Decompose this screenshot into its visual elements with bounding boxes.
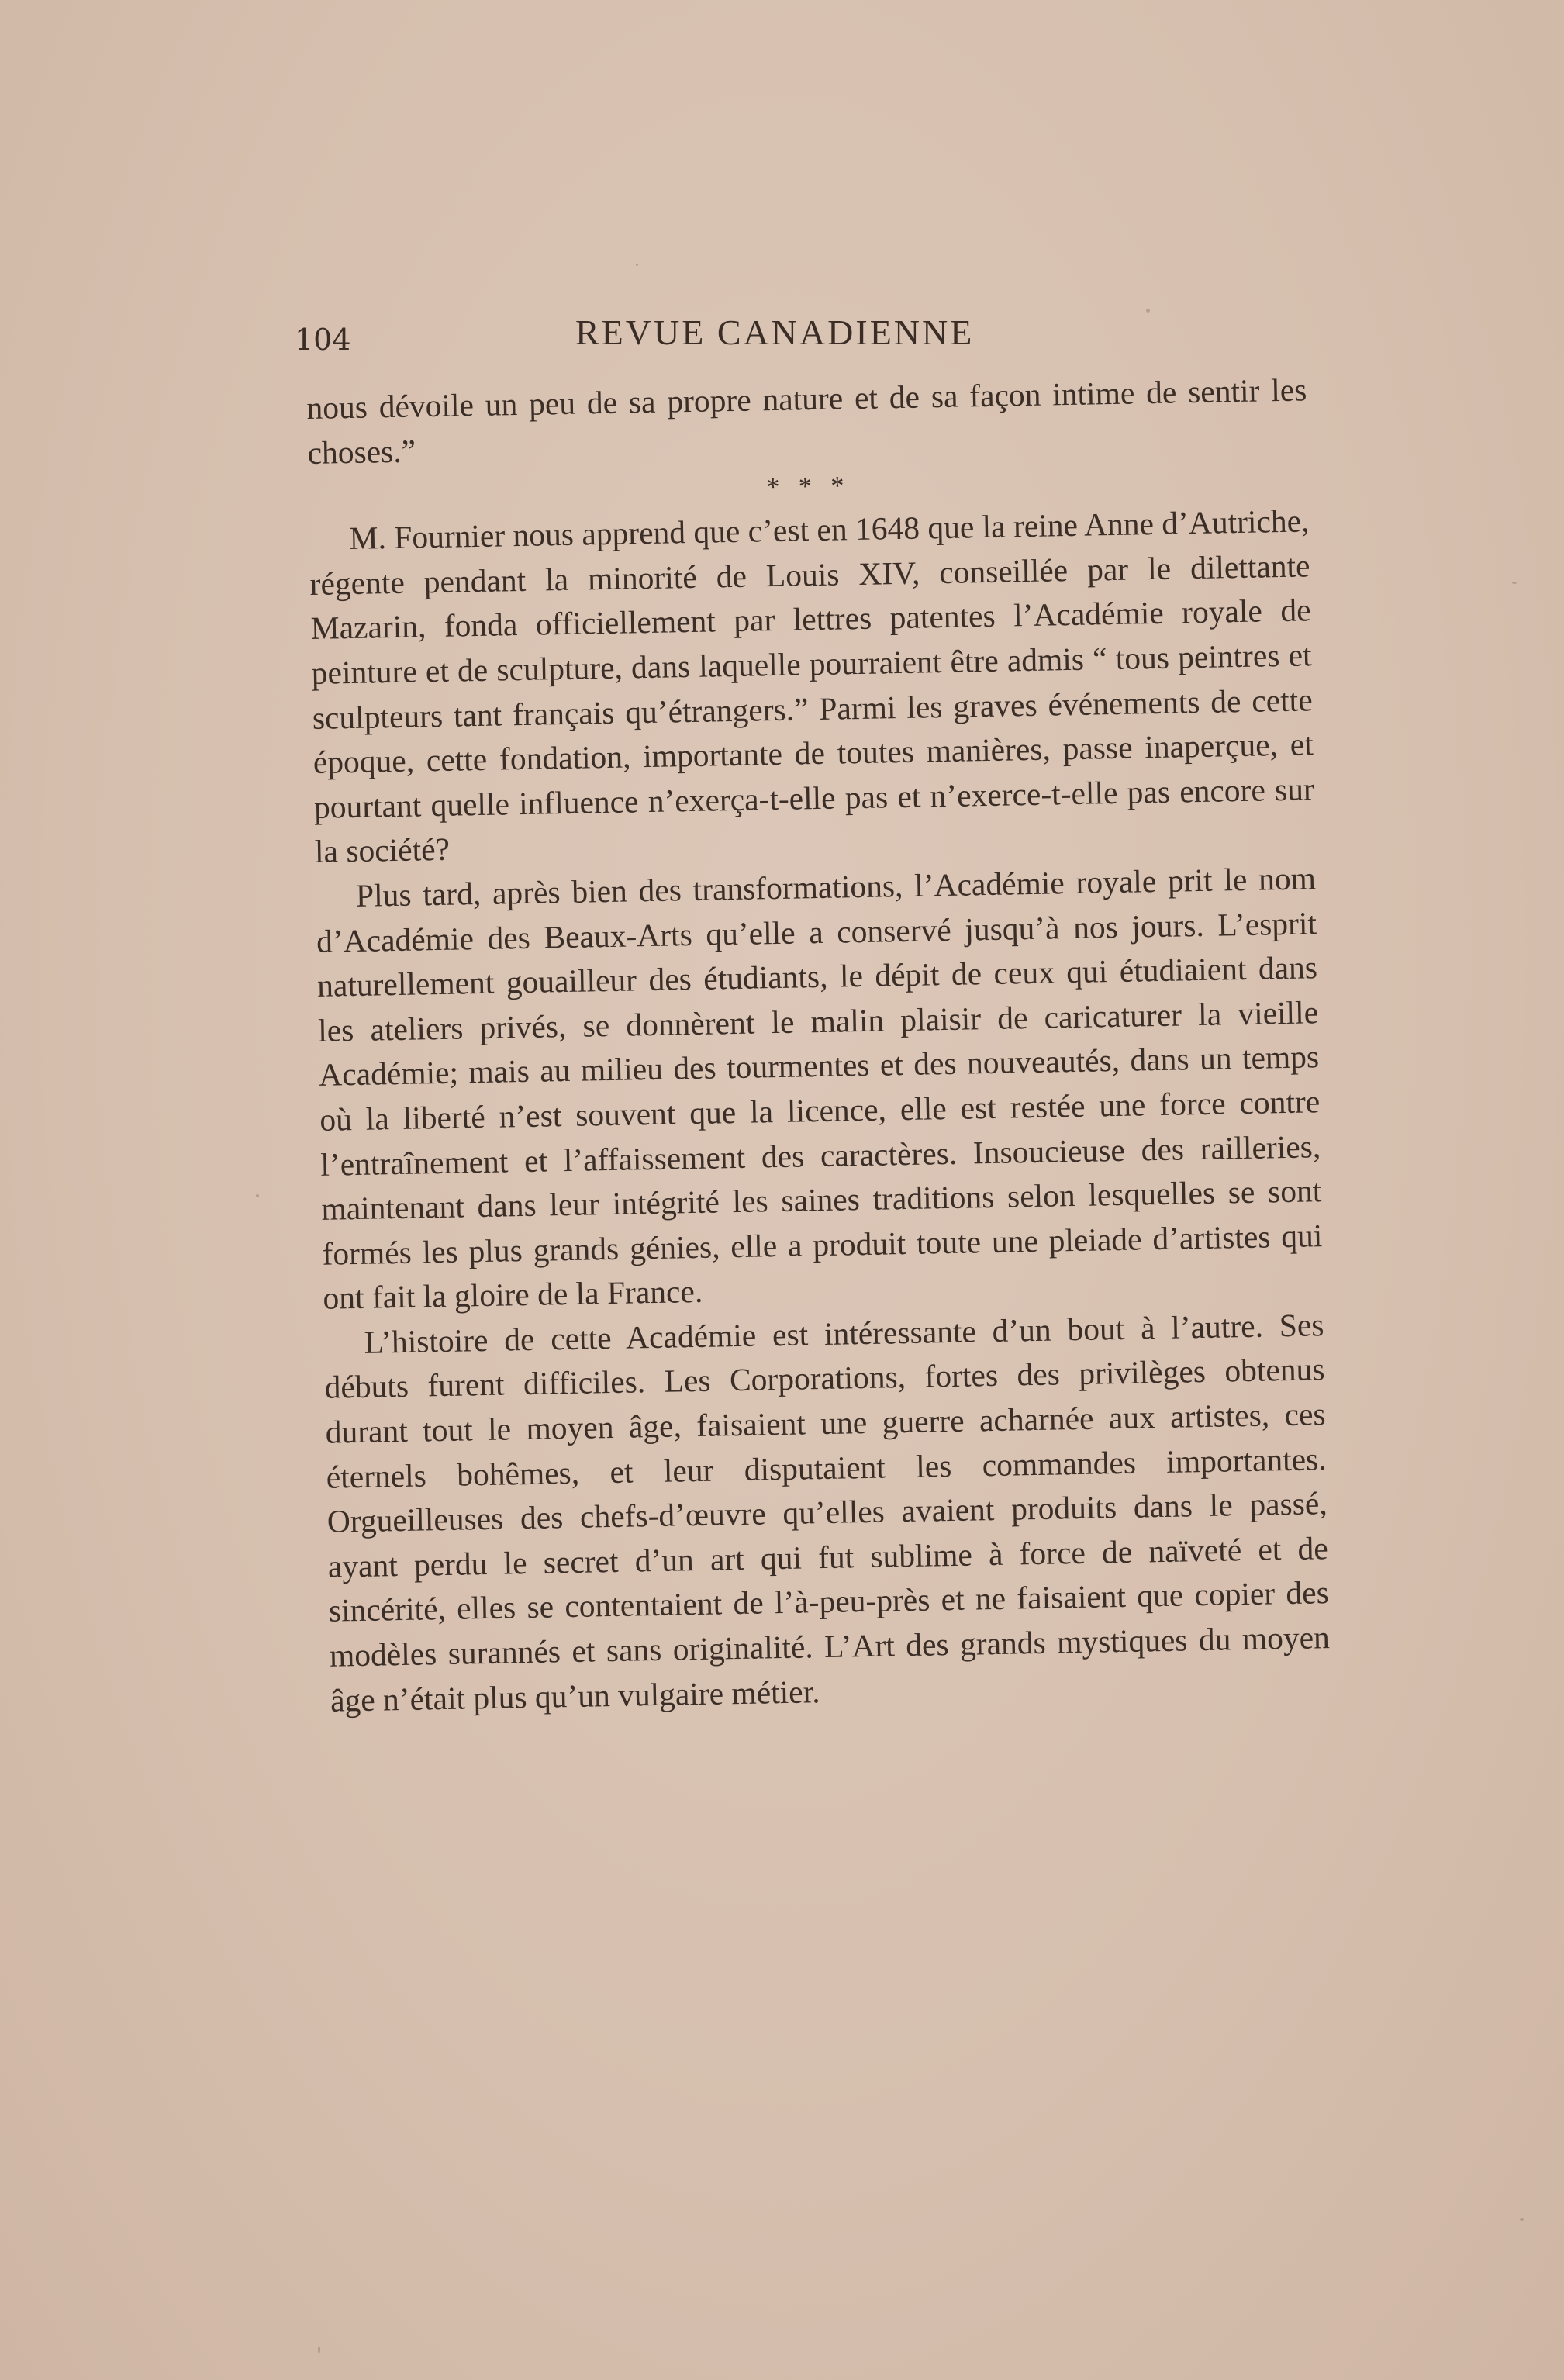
paper-speck xyxy=(636,264,638,266)
paragraph: L’histoire de cette Académie est intéressante d’un bout à l’autre. Ses débuts furent difficiles. Les Corporations, fortes des privilèges obtenus durant tout le moyen âge, faisaient une guerre acharnée aux artistes, ces éternels bohêmes, et leur disputaient les commandes importantes. Orgueilleuses des chefs-d’œuvre qu’elles avaient produits dans le passé, ayant perdu le secret d’un art qui fut sublime à force de naïveté et de sincérité, elles se contentaient de l’à-peu-près et ne faisaient que copier des modèles surannés et sans originalité. L’Art des grands mystiques du moyen âge n’était plus qu’un vulgaire métier. xyxy=(324,1307,1331,1719)
paragraph: Plus tard, après bien des transformations, l’Académie royale prit le nom d’Académie des Beaux-Arts qu’elle a conservé jusqu’à nos jours. L’esprit naturellement gouailleur des étudiants, le dépit de ceux qui étudiaient dans les ateliers privés, se donnèrent le malin plaisir de caricaturer la vieille Académie; mais au milieu des tourmentes et des nouveautés, dans un temps où la liberté n’est souvent que la licence, elle est restée une force contre l’entraînement et l’affaissement des caractères. Insoucieuse des railleries, maintenant dans leur intégrité les saines traditions selon lesquelles se sont formés les plus grands génies, elle a produit toute une pleiade d’artistes qui ont fait la gloire de la France. xyxy=(316,860,1323,1317)
paragraph: M. Fournier nous apprend que c’est en 1648 que la reine Anne d’Autriche, régente pendant la minorité de Louis XIV, conseillée par le dilettante Mazarin, fonda officiellement par lettres patentes l’Académie royale de peinture et de sculpture, dans laquelle pourraient être admis “ tous peintres et sculpteurs tant français qu’étrangers.” Parmi les graves événements de cette époque, cette fondation, importante de toutes manières, passe inaperçue, et pourtant quelle influence n’exerça-t-elle pas et n’exerce-t-elle pas encore sur la société? xyxy=(309,503,1315,870)
paper-speck xyxy=(318,2346,320,2354)
opening-paragraph: nous dévoile un peu de sa propre nature et de sa façon intime de sentir les choses.” xyxy=(306,371,1307,471)
paper-speck xyxy=(1520,2218,1524,2221)
article-body xyxy=(306,368,1331,1723)
running-header xyxy=(295,312,1303,358)
page-number: 104 xyxy=(295,323,351,357)
running-title: REVUE CANADIENNE xyxy=(575,313,975,352)
section-separator: * * * xyxy=(766,472,851,503)
paper-speck xyxy=(256,1194,259,1197)
paper-speck xyxy=(1512,582,1517,584)
